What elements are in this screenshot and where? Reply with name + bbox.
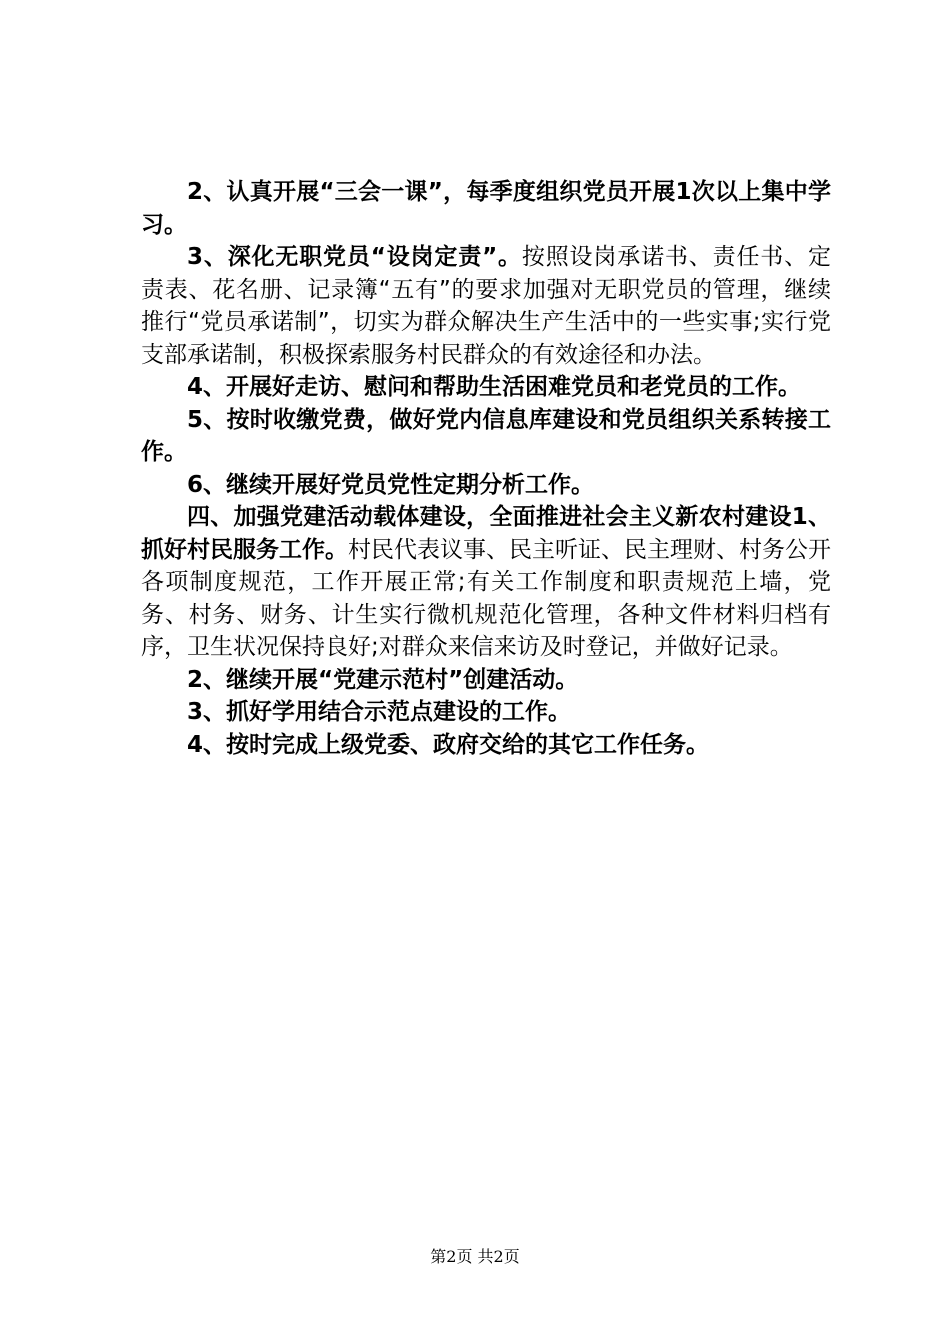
document-body — [141, 176, 831, 761]
paragraph-2 — [141, 241, 831, 371]
paragraph-6-bold: 四、加强党建活动载体建设，全面推进社会主义新农村建设1、抓好村民服务工作。 — [141, 504, 831, 563]
page-footer: 第2页 共2页 — [430, 1247, 520, 1266]
paragraph-1-bold: 2、认真开展“三会一课”，每季度组织党员开展1次以上集中学习。 — [141, 179, 831, 238]
paragraph-7 — [141, 664, 831, 697]
paragraph-2-text: 按照设岗承诺书、责任书、定责表、花名册、记录簿“五有”的要求加强对无职党员的管理，继续推行“党员承诺制”，切实为群众解决生产生活中的一些实事;实行党支部承诺制，积极探索服务村民群众的有效途径和办法。 — [141, 244, 831, 368]
paragraph-4-bold: 5、按时收缴党费，做好党内信息库建设和党员组织关系转接工作。 — [141, 406, 831, 465]
paragraph-1 — [141, 176, 831, 241]
paragraph-5 — [141, 469, 831, 502]
paragraph-4 — [141, 404, 831, 469]
paragraph-8-bold: 3、抓好学用结合示范点建设的工作。 — [187, 699, 572, 725]
paragraph-3-bold: 4、开展好走访、慰问和帮助生活困难党员和老党员的工作。 — [187, 374, 802, 400]
paragraph-8 — [141, 696, 831, 729]
paragraph-5-bold: 6、继续开展好党员党性定期分析工作。 — [187, 471, 595, 498]
paragraph-3 — [141, 371, 831, 404]
paragraph-6-text: 村民代表议事、民主听证、民主理财、村务公开各项制度规范，工作开展正常;有关工作制度和职责规范上墙，党务、村务、财务、计生实行微机规范化管理，各种文件材料归档有序，卫生状况保持良好;对群众来信来访及时登记，并做好记录。 — [141, 536, 831, 660]
paragraph-6 — [141, 501, 831, 664]
paragraph-9-bold: 4、按时完成上级党委、政府交给的其它工作任务。 — [187, 731, 710, 758]
paragraph-7-bold: 2、继续开展“党建示范村”创建活动。 — [187, 666, 579, 693]
paragraph-9 — [141, 729, 831, 762]
paragraph-2-bold: 3、深化无职党员“设岗定责”。 — [187, 244, 522, 270]
